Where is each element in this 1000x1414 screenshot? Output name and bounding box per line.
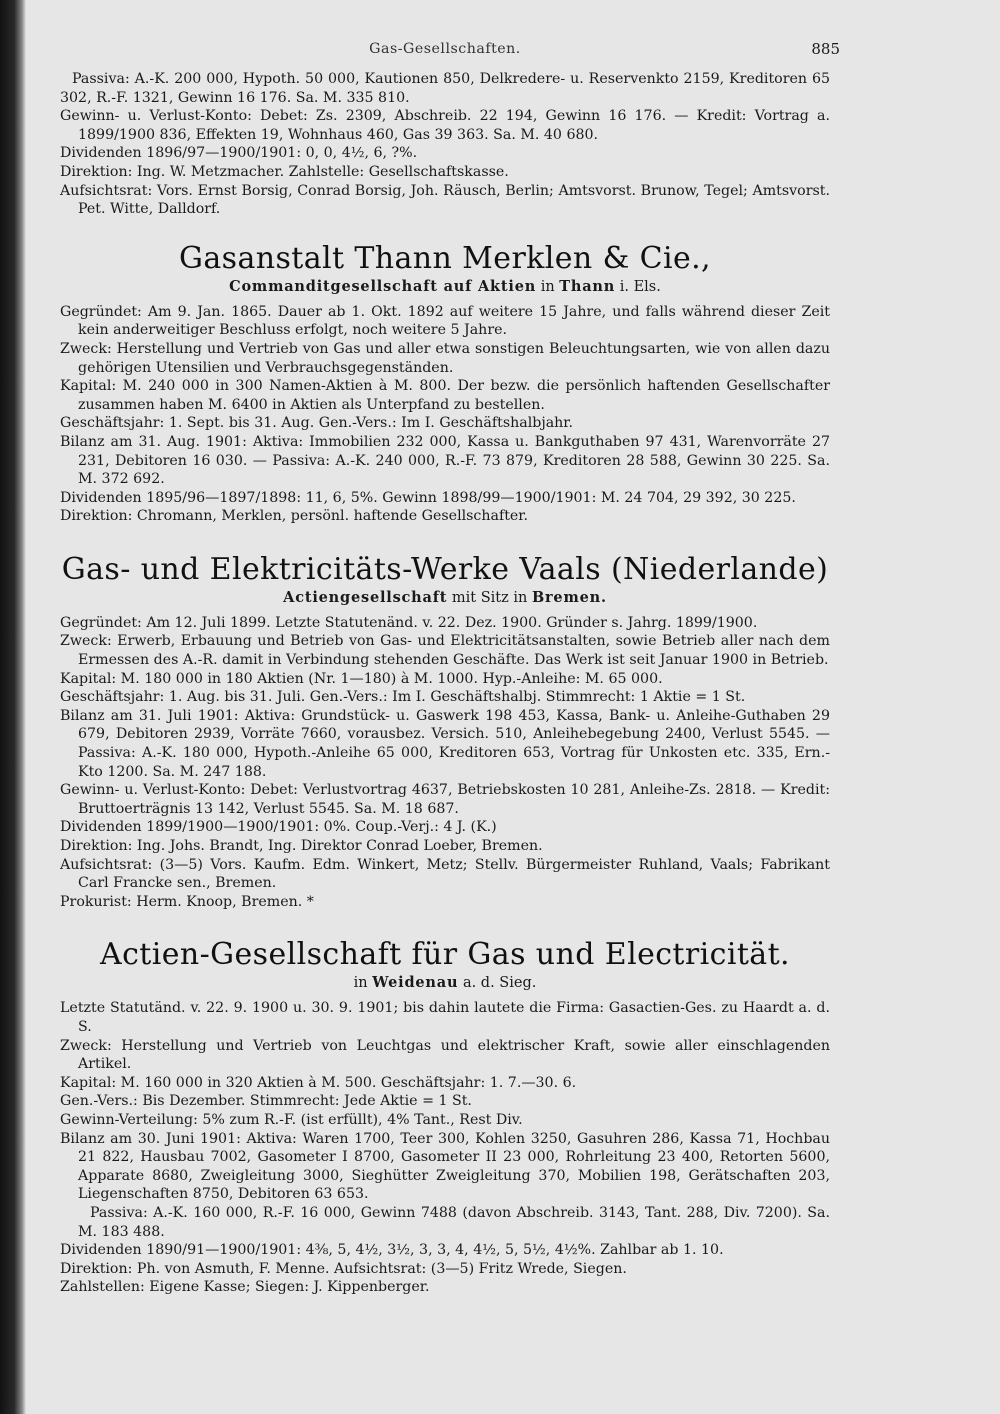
thann-section (60, 241, 830, 526)
thann-subtitle-region: i. Els. (619, 278, 661, 295)
thann-direktion: Direktion: Chromann, Merklen, persönl. haftende Gesellschafter. (60, 508, 529, 525)
vaals-subtitle-form: Actiengesellschaft (283, 588, 448, 606)
prev-aufsichtsrat: Aufsichtsrat: Vors. Ernst Borsig, Conrad Borsig, Joh. Räusch, Berlin; Amtsvorst. Brunow, Tegel; Amtsvorst. Pet. Witte, Dalldorf. (60, 182, 830, 218)
thann-title: Gasanstalt Thann Merklen & Cie., (179, 240, 711, 276)
vaals-kapital: Kapital: M. 180 000 in 180 Aktien (Nr. 1—180) à M. 1000. Hyp.-Anleihe: M. 65 000. (60, 670, 663, 687)
vaals-aufsichtsrat: Aufsichtsrat: (3—5) Vors. Kaufm. Edm. Winkert, Metz; Stellv. Bürgermeister Ruhland, Vaals; Fabrikant Carl Francke sen., Bremen. (60, 856, 830, 892)
weidenau-subtitle-place: Weidenau (372, 974, 459, 992)
thann-gegruendet: Gegründet: Am 9. Jan. 1865. Dauer ab 1. Okt. 1892 auf weitere 15 Jahre, und falls während dieser Zeit kein anderweitiger Beschluss erfolgt, noch weitere 5 Jahre. (60, 303, 830, 339)
thann-subtitle-place: Thann (559, 277, 616, 295)
vaals-subtitle-place: Bremen. (531, 588, 607, 606)
weidenau-statutaend: Letzte Statutänd. v. 22. 9. 1900 u. 30. 9. 1901; bis dahin lautete die Firma: Gasactien-Ges. zu Haardt a. d. S. (60, 1000, 830, 1035)
weidenau-gewinn-verteilung: Gewinn-Verteilung: 5% zum R.-F. (ist erfüllt), 4% Tant., Rest Div. (60, 1111, 523, 1128)
thann-subtitle-in: in (540, 278, 555, 295)
weidenau-zweck: Zweck: Herstellung und Vertrieb von Leuchtgas und elektrischer Kraft, sowie aller einschlagenden Artikel. (60, 1037, 830, 1073)
prev-gewinn-verlust: Gewinn- u. Verlust-Konto: Debet: Zs. 2309, Abschreib. 22 194, Gewinn 16 176. — Kredit: Vortrag a. 1899/1900 836, Effekten 19, Wohnhaus 460, Gas 39 363. Sa. M. 40 680. (60, 108, 830, 143)
weidenau-passiva: Passiva: A.-K. 160 000, R.-F. 16 000, Gewinn 7488 (davon Abschreib. 3143, Tant. 288, Div. 7200). Sa. M. 183 488. (78, 1204, 830, 1240)
weidenau-gen-vers: Gen.-Vers.: Bis Dezember. Stimmrecht: Jede Aktie = 1 St. (60, 1093, 472, 1110)
weidenau-kapital: Kapital: M. 160 000 in 320 Aktien à M. 500. Geschäftsjahr: 1. 7.—30. 6. (60, 1074, 577, 1091)
weidenau-subtitle-rest: a. d. Sieg. (462, 975, 537, 992)
vaals-subtitle (60, 588, 830, 608)
vaals-direktion: Direktion: Ing. Johs. Brandt, Ing. Direktor Conrad Loeber, Bremen. (60, 838, 543, 854)
page-header (60, 40, 840, 66)
weidenau-title: Actien-Gesellschaft für Gas und Electricität. (100, 937, 790, 973)
prev-dividenden: Dividenden 1896/97—1900/1901: 0, 0, 4½, 6, ?%. (60, 145, 418, 162)
vaals-title-main: Gas- und Elektricitäts-Werke Vaals (61, 551, 602, 587)
prev-passiva: Passiva: A.-K. 200 000, Hypoth. 50 000, Kautionen 850, Delkredere- u. Reservenkto 2159, Kreditoren 65 302, R.-F. 1321, Gewinn 16 176. Sa. M. 335 810. (60, 71, 830, 106)
vaals-prokurist: Prokurist: Herm. Knoop, Bremen. * (60, 893, 314, 910)
vaals-gegruendet: Gegründet: Am 12. Juli 1899. Letzte Statutenänd. v. 22. Dez. 1900. Gründer s. Jahrg. 1899/1900. (60, 614, 758, 631)
vaals-title (60, 552, 830, 588)
running-title: Gas-Gesellschaften. (369, 41, 521, 57)
page-number: 885 (811, 40, 840, 58)
weidenau-section (60, 937, 830, 1297)
weidenau-bilanz: Bilanz am 30. Juni 1901: Aktiva: Waren 1700, Teer 300, Kohlen 3250, Gasuhren 286, Kassa 71, Hochbau 21 822, Hausbau 7002, Gasometer I 8700, Gasometer II 23 000, Rohrleitung 23 400, Retorten 5600, Apparate 8680, Zweigleitung 3000, Sieghütter Zweigleitung 370, Mobilien 198, Gerätschaften 203, Liegenschaften 8750, Debitoren 63 653. (60, 1130, 830, 1203)
prev-company-section (60, 70, 830, 219)
page (60, 40, 840, 1297)
thann-zweck: Zweck: Herstellung und Vertrieb von Gas und aller etwa sonstigen Beleuchtungsarten, wie von allen dazu gehörigen Utensilien und Verbrauchsgegenständen. (60, 340, 830, 376)
vaals-section (60, 552, 830, 912)
vaals-bilanz: Bilanz am 31. Juli 1901: Aktiva: Grundstück- u. Gaswerk 198 453, Kassa, Bank- u. Anleihe-Guthaben 29 679, Debitoren 2939, Vorräte 7660, vorausbez. Versich. 510, Anleihebegebung 2400, Verlust 5545. — Passiva: A.-K. 180 000, Hypoth.-Anleihe 65 000, Kreditoren 653, Vortrag für Unkosten etc. 335, Ern.-Kto 1200. Sa. M. 247 188. (60, 707, 830, 780)
vaals-zweck: Zweck: Erwerb, Erbauung und Betrieb von Gas- und Elektricitätsanstalten, sowie Betrieb aller nach dem Ermessen des A.-R. damit in Verbindung stehenden Geschäfte. Das Werk ist seit Januar 1900 in Betrieb. (60, 633, 830, 669)
thann-bilanz: Bilanz am 31. Aug. 1901: Aktiva: Immobilien 232 000, Kassa u. Bankguthaben 97 431, Warenvorräte 27 231, Debitoren 16 030. — Passiva: A.-K. 240 000, R.-F. 73 879, Kreditoren 28 588, Gewinn 30 225. Sa. M. 372 692. (60, 433, 830, 488)
scan-edge-shadow (0, 0, 26, 1414)
vaals-geschaeftsjahr: Geschäftsjahr: 1. Aug. bis 31. Juli. Gen.-Vers.: Im I. Geschäftshalbj. Stimmrecht: 1 Aktie = 1 St. (60, 689, 746, 706)
weidenau-direktion: Direktion: Ph. von Asmuth, F. Menne. Aufsichtsrat: (3—5) Fritz Wrede, Siegen. (60, 1260, 627, 1277)
weidenau-dividenden: Dividenden 1890/91—1900/1901: 4⅜, 5, 4½, 3½, 3, 3, 4, 4½, 5, 5½, 4½%. Zahlbar ab 1. 10. (60, 1242, 724, 1259)
weidenau-zahlstellen: Zahlstellen: Eigene Kasse; Siegen: J. Kippenberger. (60, 1279, 430, 1296)
thann-subtitle (60, 277, 830, 297)
vaals-dividenden: Dividenden 1899/1900—1900/1901: 0%. Coup.-Verj.: 4 J. (K.) (60, 819, 497, 836)
vaals-gewinn-verlust: Gewinn- u. Verlust-Konto: Debet: Verlustvortrag 4637, Betriebskosten 10 281, Anleihe-Zs. 2818. — Kredit: Bruttoerträgnis 13 142, Verlust 5545. Sa. M. 18 687. (60, 782, 830, 817)
vaals-subtitle-mid: mit Sitz in (451, 589, 528, 606)
thann-geschaeftsjahr: Geschäftsjahr: 1. Sept. bis 31. Aug. Gen.-Vers.: Im I. Geschäftshalbjahr. (60, 415, 574, 432)
prev-direktion: Direktion: Ing. W. Metzmacher. Zahlstelle: Gesellschaftskasse. (60, 163, 509, 180)
thann-subtitle-form: Commanditgesellschaft auf Aktien (229, 277, 537, 295)
vaals-title-country: (Niederlande) (610, 551, 829, 587)
thann-kapital: Kapital: M. 240 000 in 300 Namen-Aktien à M. 800. Der bezw. die persönlich haftenden Gesellschafter zusammen haben M. 6400 in Aktien als Unterpfand zu bestellen. (60, 378, 830, 413)
weidenau-subtitle-in: in (353, 975, 368, 992)
weidenau-subtitle (60, 973, 830, 993)
thann-dividenden: Dividenden 1895/96—1897/1898: 11, 6, 5%. Gewinn 1898/99—1900/1901: M. 24 704, 29 392, 30 225. (60, 489, 796, 506)
